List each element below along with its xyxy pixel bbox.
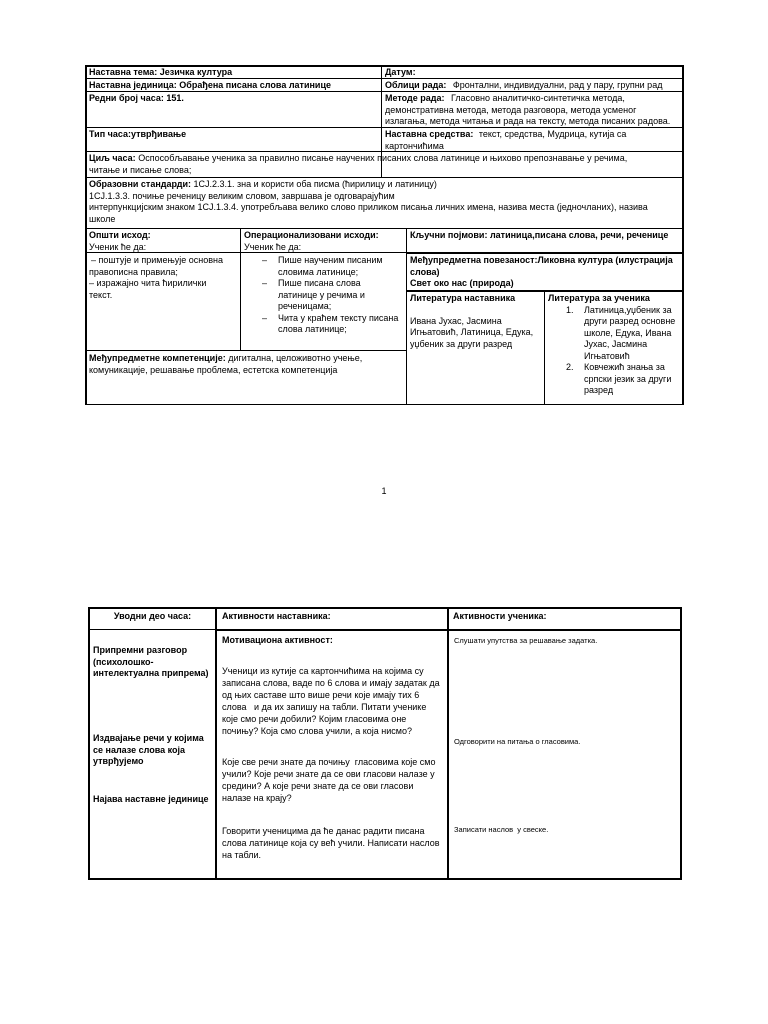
standards-label: Образовни стандарди: xyxy=(89,179,192,189)
standards-cell xyxy=(86,178,682,228)
stage-announcement: Најава наставне јединице xyxy=(93,794,209,804)
lit-student-item: 1. Латиница,уџбеник за други разред основне школе, Едука, Ивана Јухас, Јасмина Игњатовић xyxy=(566,304,676,361)
means-cell xyxy=(382,128,682,151)
teacher-paragraph-1: Ученици из кутије са картончићима на којима су записана слова, ваде по 6 слова и имају задатак да од њих саставе што више речи које имају тих 6 слова и да их запишу на табли. Питати ученике које смо речи добили? Којим гласовима оне почињу? Која смо слова учили, а која нисмо? xyxy=(222,666,440,736)
standards-line4: школе xyxy=(89,213,116,224)
competences-line1: дигитална, целоживотно учење, xyxy=(228,353,363,363)
competences-line2: комуникације, решавање проблема, естетска компетенција xyxy=(89,364,338,375)
general-outcome-sub: Ученик ће да: xyxy=(89,241,147,252)
methods-line3: излагања, метода читања и рада на тексту, метода писаних радова. xyxy=(385,116,671,126)
lit-teacher-line3: уџбеник за други разред xyxy=(410,338,513,349)
student-activity-1: Слушати упутства за решавање задатка. xyxy=(454,636,598,645)
stage-extract-words: Издвајање речи у којима се налазе слова која утврђујемо xyxy=(93,733,204,766)
goal-line2: читање и писање слова; xyxy=(89,164,192,175)
lit-student-item: 2. Ковчежић знања за српски језик за други разред xyxy=(566,362,672,395)
forms-value: Фронтални, индивидуални, рад у пару, групни рад xyxy=(452,80,663,90)
means-line1: текст, средства, Мудрица, кутија са xyxy=(478,129,627,139)
general-outcome-line2: правописна правила; xyxy=(89,266,178,277)
cross-curricular xyxy=(407,254,682,290)
general-outcome-content xyxy=(86,254,240,350)
general-outcome-line1: – поштује и примењује основна xyxy=(91,255,224,265)
general-outcome-line3: – изражајно чита ћирилички xyxy=(89,278,207,288)
motivation-label: Мотивациона активност: xyxy=(222,635,333,645)
op-outcome-item: – Пише наученим писаним словима латинице; xyxy=(244,255,403,278)
standards-line2: 1СЈ.1.3.3. почиње реченицу великим словом, завршава је одговарајућим xyxy=(89,190,395,201)
general-outcome-line4: текст. xyxy=(89,289,113,300)
competences-label: Међупредметне компетенције: xyxy=(89,353,226,363)
lit-teacher-label: Литература наставника xyxy=(410,293,516,303)
methods-line2: демонстративна метода, метода разговора, метода усменог xyxy=(385,104,637,115)
forms-cell xyxy=(382,79,682,91)
teacher-activities-header: Активности наставника: xyxy=(222,611,331,621)
unit-label: Наставна јединица: Обрађена писана слова латинице xyxy=(89,80,331,90)
methods-cell xyxy=(382,92,682,127)
general-outcome-label: Општи исход: xyxy=(89,230,151,240)
goal-cell xyxy=(86,152,682,177)
lit-teacher-line1: Ивана Јухас, Јасмина xyxy=(410,315,502,326)
cross-line2: слова) xyxy=(410,266,440,277)
student-activity-3: Записати наслов у свеске. xyxy=(454,825,549,834)
cross-line1: Међупредметна повезаност:Ликовна култура (илустрација xyxy=(410,255,673,265)
op-outcomes-content xyxy=(241,254,406,350)
lit-teacher-cell xyxy=(407,292,544,404)
goal-line1: Оспособљавање ученика за правилно писање научених писаних слова латинице и њихово препознавање у речима, xyxy=(138,153,628,163)
forms-label: Облици рада: xyxy=(385,80,447,90)
student-activity-2: Одговорити на питања о гласовима. xyxy=(454,737,581,746)
cross-line3: Свет око нас (природа) xyxy=(410,278,514,288)
intro-header: Уводни део часа: xyxy=(113,611,192,621)
methods-line1: Гласовно аналитичко-синтетичка метода, xyxy=(451,93,625,103)
competences-cell xyxy=(86,352,406,404)
student-activities-header: Активности ученика: xyxy=(453,611,547,621)
topic-label: Наставна тема: Језичка култура xyxy=(89,67,233,77)
date-label: Датум: xyxy=(385,67,416,77)
teacher-paragraph-3: Говорити ученицима да ће данас радити писана слова латинице која су већ учили. Написати наслов на табли. xyxy=(222,826,440,860)
page-number: 1 xyxy=(381,486,387,496)
goal-label: Циљ часа: xyxy=(89,153,136,163)
lit-teacher-line2: Игњатовић, Латиница, Едука, xyxy=(410,327,534,337)
lesson-type: Тип часа:утврђивање xyxy=(89,129,187,139)
teacher-paragraph-2: Које све речи знате да почињу гласовима које смо учили? Које речи знате да се ови гласови налазе у средини? А које речи знате да се ови гласови налазе на крају? xyxy=(222,757,436,803)
stage-preparation: Припремни разговор (психолошко- интелектуална припрема) xyxy=(93,645,209,678)
methods-label: Методе рада: xyxy=(385,93,445,103)
op-outcome-item: – Пише писана слова латинице у речима и реченицама; xyxy=(244,278,403,313)
means-label: Наставна средства: xyxy=(385,129,474,139)
op-outcomes-sub: Ученик ће да: xyxy=(244,241,302,252)
lesson-number: Редни број часа: 151. xyxy=(89,93,184,103)
key-terms: Кључни појмови: латиница,писана слова, речи, реченице xyxy=(410,230,669,240)
op-outcomes-label: Операционализовани исходи: xyxy=(244,230,379,240)
standards-line1: 1СЈ.2.3.1. зна и користи оба писма (ћирилицу и латиницу) xyxy=(193,179,437,189)
general-outcome-header xyxy=(86,229,240,252)
standards-line3: интерпункцијским знаком 1СЈ.1.3.4. употребљава велико слово приликом писања личних имена, назива места (једночланих), назива xyxy=(89,202,648,212)
lit-student-cell xyxy=(545,292,682,404)
means-line2: картончићима xyxy=(385,140,444,151)
op-outcome-item: – Чита у краћем тексту писана слова латинице; xyxy=(244,313,403,336)
lit-student-label: Литература за ученика xyxy=(548,293,650,303)
op-outcomes-header xyxy=(241,229,406,252)
